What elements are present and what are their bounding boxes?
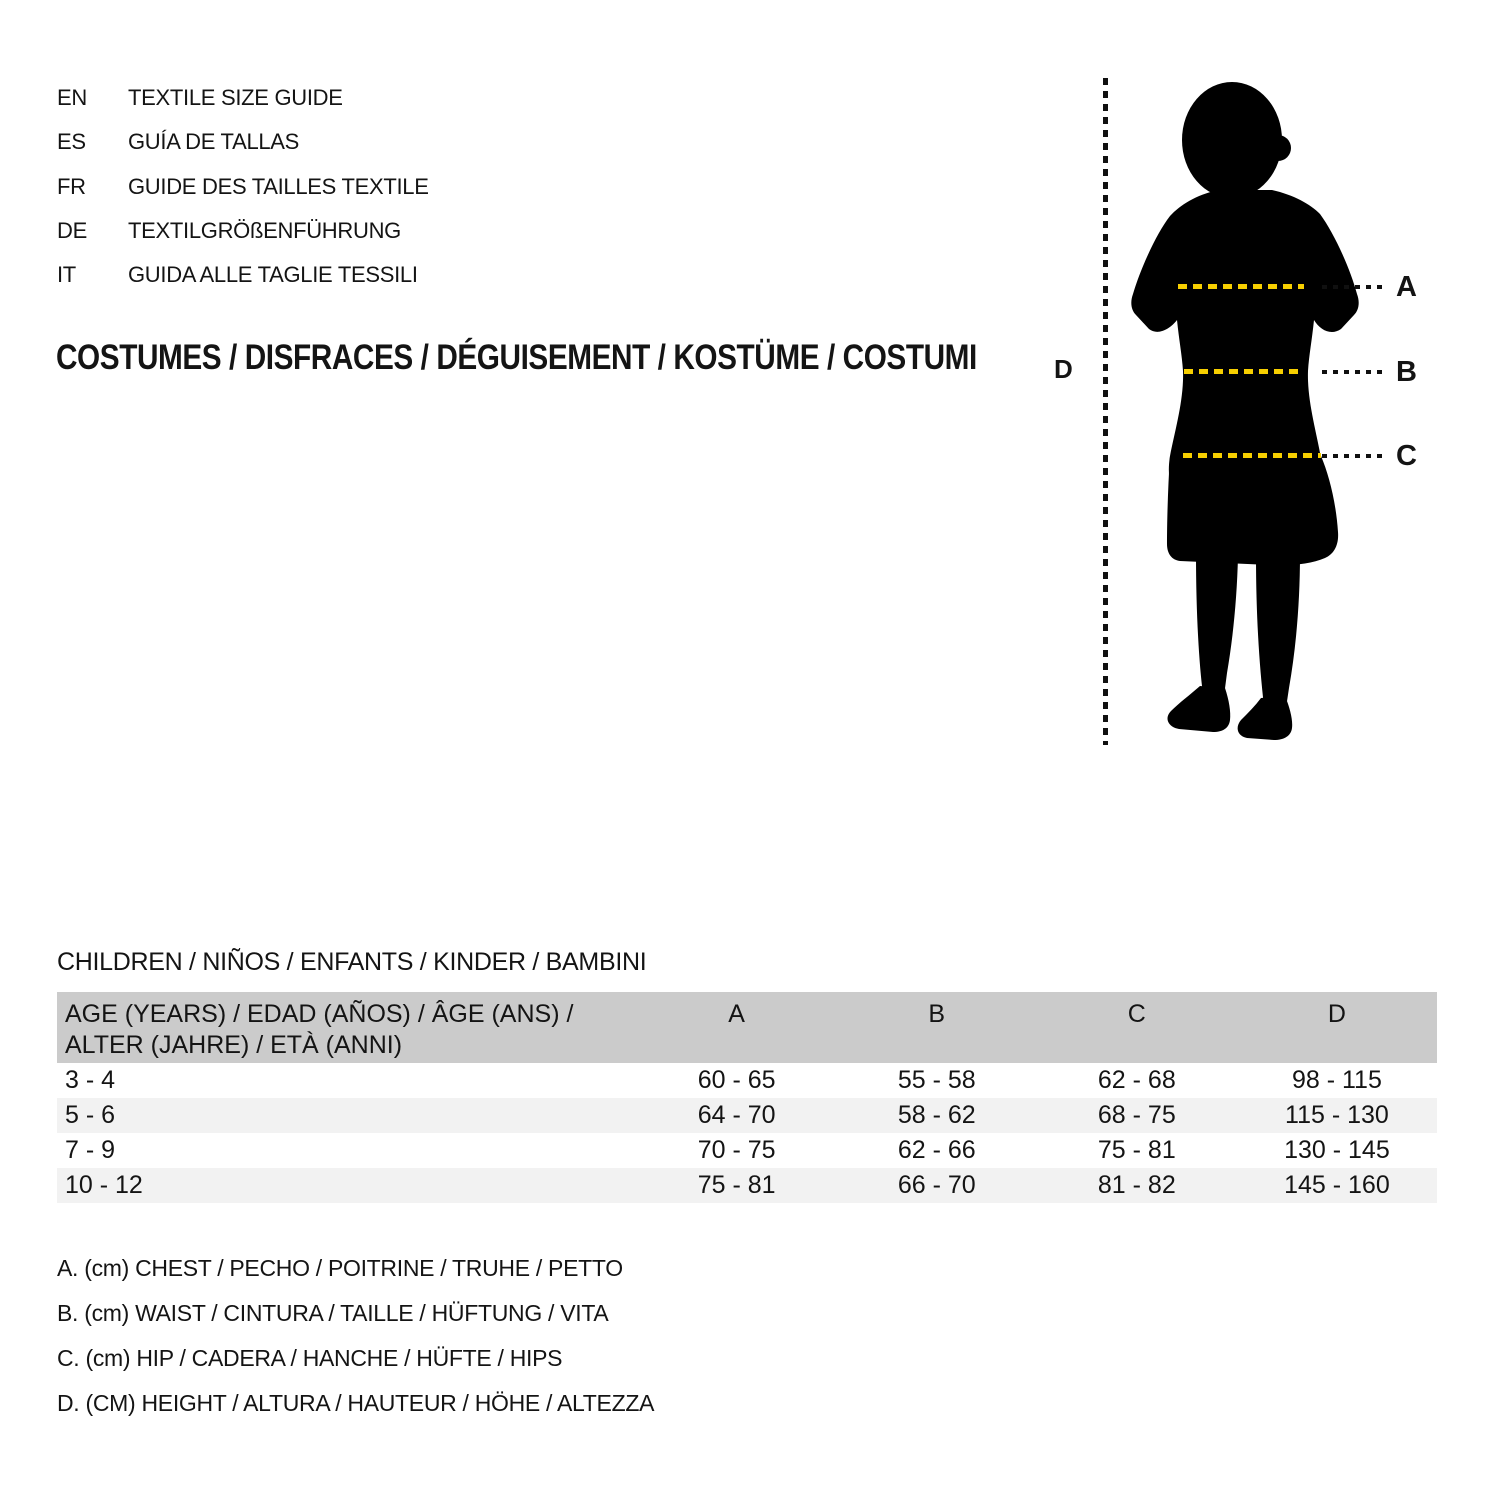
table-row (57, 1133, 1437, 1168)
chest-connector-line (1322, 285, 1384, 289)
table-header-row (57, 992, 1437, 1063)
legend-waist: B. (cm) WAIST / CINTURA / TAILLE / HÜFTUNG / VITA (57, 1300, 609, 1326)
waist-dashed-line (1184, 369, 1300, 374)
language-row-de (57, 209, 429, 253)
height-cell: 130 - 145 (1284, 1136, 1390, 1164)
language-label: GUIDA ALLE TAGLIE TESSILI (128, 262, 418, 288)
hip-cell: 81 - 82 (1097, 1171, 1176, 1199)
age-cell: 10 - 12 (65, 1171, 143, 1199)
age-header-line1: AGE (YEARS) / EDAD (AÑOS) / ÂGE (ANS) / (65, 1000, 574, 1028)
language-code: ES (57, 129, 86, 155)
height-cell: 145 - 160 (1284, 1171, 1390, 1199)
child-silhouette (1120, 78, 1370, 743)
table-section-title: CHILDREN / NIÑOS / ENFANTS / KINDER / BAMBINI (57, 948, 647, 976)
chest-cell: 60 - 65 (697, 1066, 776, 1094)
chest-dashed-line (1178, 284, 1304, 289)
measurement-figure (1040, 60, 1470, 770)
language-code: EN (57, 85, 87, 111)
hip-measure-label: C (1396, 440, 1417, 472)
height-cell: 115 - 130 (1285, 1101, 1389, 1129)
chest-cell: 70 - 75 (697, 1136, 776, 1164)
age-cell: 3 - 4 (65, 1066, 116, 1094)
column-header-a: A (728, 1000, 745, 1028)
category-heading: COSTUMES / DISFRACES / DÉGUISEMENT / KOSTÜME / COSTUMI (56, 338, 977, 377)
hip-cell: 68 - 75 (1097, 1101, 1176, 1129)
legend-chest: A. (cm) CHEST / PECHO / POITRINE / TRUHE / PETTO (57, 1255, 623, 1281)
legend-hip: C. (cm) HIP / CADERA / HANCHE / HÜFTE / HIPS (57, 1345, 563, 1371)
height-measure-label: D (1054, 354, 1073, 384)
table-row (57, 1098, 1437, 1133)
language-row-es (57, 120, 429, 164)
language-code: FR (57, 173, 86, 199)
legend-height: D. (CM) HEIGHT / ALTURA / HAUTEUR / HÖHE / ALTEZZA (57, 1390, 655, 1416)
height-cell: 98 - 115 (1291, 1066, 1382, 1094)
waist-cell: 66 - 70 (897, 1171, 976, 1199)
table-row (57, 1168, 1437, 1203)
language-label: GUÍA DE TALLAS (128, 129, 300, 155)
chest-cell: 75 - 81 (697, 1171, 776, 1199)
language-label: TEXTILE SIZE GUIDE (128, 85, 343, 111)
waist-cell: 62 - 66 (897, 1136, 976, 1164)
waist-cell: 58 - 62 (897, 1101, 976, 1129)
height-dashed-line (1103, 78, 1108, 745)
size-table (57, 992, 1437, 1203)
language-code: DE (57, 218, 87, 244)
column-header-c: C (1127, 1000, 1146, 1028)
language-code: IT (57, 262, 76, 288)
waist-cell: 55 - 58 (897, 1066, 976, 1094)
language-row-it (57, 253, 429, 297)
waist-connector-line (1322, 370, 1384, 374)
language-row-en (57, 76, 429, 120)
language-label: TEXTILGRÖßENFÜHRUNG (128, 218, 401, 244)
hip-dashed-line (1183, 453, 1321, 458)
table-row (57, 1063, 1437, 1098)
waist-measure-label: B (1396, 356, 1417, 388)
age-column-header (57, 992, 637, 1063)
age-cell: 5 - 6 (65, 1101, 116, 1129)
chest-cell: 64 - 70 (697, 1101, 776, 1129)
measurement-legend (57, 1246, 654, 1426)
column-header-b: B (928, 1000, 946, 1028)
chest-measure-label: A (1396, 271, 1417, 303)
language-list (57, 76, 429, 297)
hip-cell: 62 - 68 (1097, 1066, 1176, 1094)
column-header-d: D (1327, 1000, 1346, 1028)
language-row-fr (57, 165, 429, 209)
age-cell: 7 - 9 (65, 1136, 116, 1164)
language-label: GUIDE DES TAILLES TEXTILE (128, 173, 429, 199)
hip-connector-line (1322, 454, 1384, 458)
age-header-line2: ALTER (JAHRE) / ETÀ (ANNI) (65, 1031, 403, 1059)
hip-cell: 75 - 81 (1097, 1136, 1176, 1164)
